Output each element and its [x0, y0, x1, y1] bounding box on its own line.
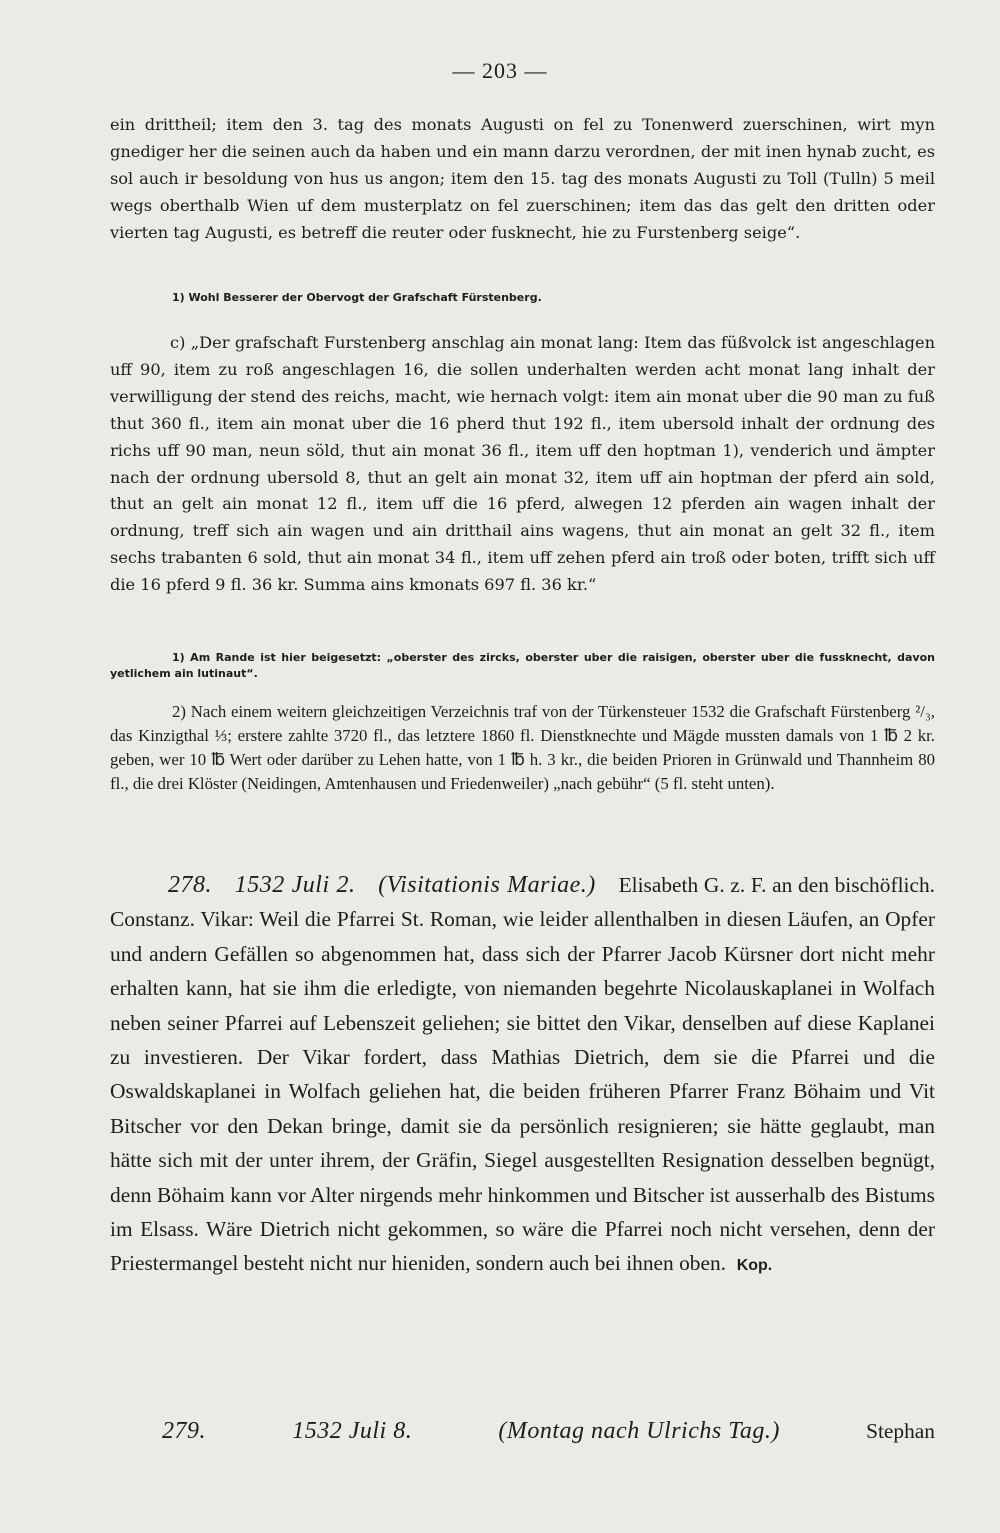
entry-279-feast: (Montag nach Ulrichs Tag.): [498, 1418, 780, 1444]
entry-279-number: 279.: [162, 1418, 206, 1444]
entry-278-source: Kop.: [736, 1257, 773, 1275]
paragraph-c: c) „Der grafschaft Furstenberg anschlag ain monat lang: Item das füßvolck ist angeschlagen uff 90, item zu roß angeschlagen 16, die sollen underhalten werden acht monat lang inhalt der verwilligung der stend des reichs, macht, wie hernach volgt: item ain monat uber die 90 man zu fuß thut 360 fl., item ain monat uber die 16 pherd thut 192 fl., item ubersold inhalt der ordnung des richs uff 90 man, neun söld, thut ain monat 36 fl., item uff den hoptman 1), venderich und ämpter nach der ordnung ubersold 8, thut an gelt ain monat 32, item uff ain hoptman der pferd ain sold, thut an gelt ain monat 12 fl., item uff die 16 pferd, alwegen 12 pferden ain wagen inhalt der ordnung, treff sich ain wagen und ain dritthail ains wagens, thut ain monat an gelt 32 fl., item sechs trabanten 6 sold, thut ain monat 34 fl., item uff zehen pferd ain troß oder boten, trifft sich uff die 16 pferd 9 fl. 36 kr. Summa ains kmonats 697 fl. 36 kr.“: [110, 333, 935, 595]
page-number: — 203 —: [452, 58, 548, 83]
entry-278-body: [110, 868, 935, 1284]
quote-continuation: ein drittheil; item den 3. tag des monats Augusti on fel zu Tonenwerd zuerschinen, wirt myn gnediger her die seinen auch da haben und ein mann darzu verordnen, der mit inen hynab zucht, es sol auch ir besoldung von hus us angon; item den 15. tag des monats Augusti zu Toll (Tulln) 5 meil wegs oberthalb Wien uf dem musterplatz on fel zuerschinen; item das das gelt den dritten oder vierten tag Augusti, es betreff die reuter oder fusknecht, hie zu Furstenberg seige“.: [110, 115, 935, 242]
entry-278-text: Elisabeth G. z. F. an den bischöflich. Constanz. Vikar: Weil die Pfarrei St. Roman, wie leider allenthalben in diesen Läufen, an Opfer und andern Gefällen so abgenommen hat, dass sich der Pfarrer Jacob Kürsner dort nicht mehr erhalten kann, hat sie ihm die erledigte, von niemanden begehrte Nicolauskaplanei in Wolfach neben seiner Pfarrei auf Lebenszeit geliehen; sie bittet den Vikar, denselben auf diese Kaplanei zu investieren. Der Vikar fordert, dass Mathias Dietrich, dem sie die Pfarrei und die Oswaldskaplanei in Wolfach geliehen hat, die beiden früheren Pfarrer Franz Böhaim und Vit Bitscher vor den Dekan bringe, damit sie da persönlich resignieren; sie hätte geglaubt, man hätte sich mit der unter ihrem, der Gräfin, Siegel ausgestellten Resignation desselben begnügt, denn Böhaim kann vor Alter nirgends mehr hinkommen und Bitscher ist ausserhalb des Bistums im Elsass. Wäre Dietrich nicht gekommen, so wäre die Pfarrei noch nicht versehen, denn der Priestermangel besteht nicht nur hieniden, sondern auch bei ihnen oben.: [110, 873, 935, 1276]
entry-278: [110, 868, 935, 1284]
entry-279-text: Stephan: [866, 1419, 935, 1443]
footnote-block-1: [110, 290, 935, 306]
paragraph-2-block: [110, 700, 935, 796]
footnote-block-2: [110, 650, 935, 682]
entry-278-feast: (Visitationis Mariae.): [378, 872, 596, 898]
entry-279-line: [110, 1418, 935, 1445]
footnote-2: 1) Am Rande ist hier beigesetzt: „oberster des zircks, oberster uber die raisigen, oberster uber die fussknecht, davon yetlichem ain lutinaut“.: [110, 651, 935, 680]
entry-278-number: 278.: [168, 872, 212, 898]
footnote-1: 1) Wohl Besserer der Obervogt der Grafschaft Fürstenberg.: [172, 291, 542, 304]
entry-279-date: 1532 Juli 8.: [292, 1418, 413, 1444]
entry-279: [110, 1418, 935, 1445]
entry-278-date: 1532 Juli 2.: [234, 872, 356, 898]
paragraph-c-block: [110, 330, 935, 599]
quote-continuation-block: [110, 112, 935, 247]
paragraph-2: 2) Nach einem weitern gleichzeitigen Verzeichnis traf von der Türkensteuer 1532 die Grafschaft Fürstenberg ²/₃, das Kinzigthal ⅓; erstere zahlte 3720 fl., das letztere 1860 fl. Dienstknechte und Mägde mussten damals von 1 ℔ 2 kr. geben, wer 10 ℔ Wert oder darüber zu Lehen hatte, von 1 ℔ h. 3 kr., die beiden Prioren in Grünwald und Thannheim 80 fl., die drei Klöster (Neidingen, Amtenhausen und Friedenweiler) „nach gebühr“ (5 fl. steht unten).: [110, 702, 935, 794]
